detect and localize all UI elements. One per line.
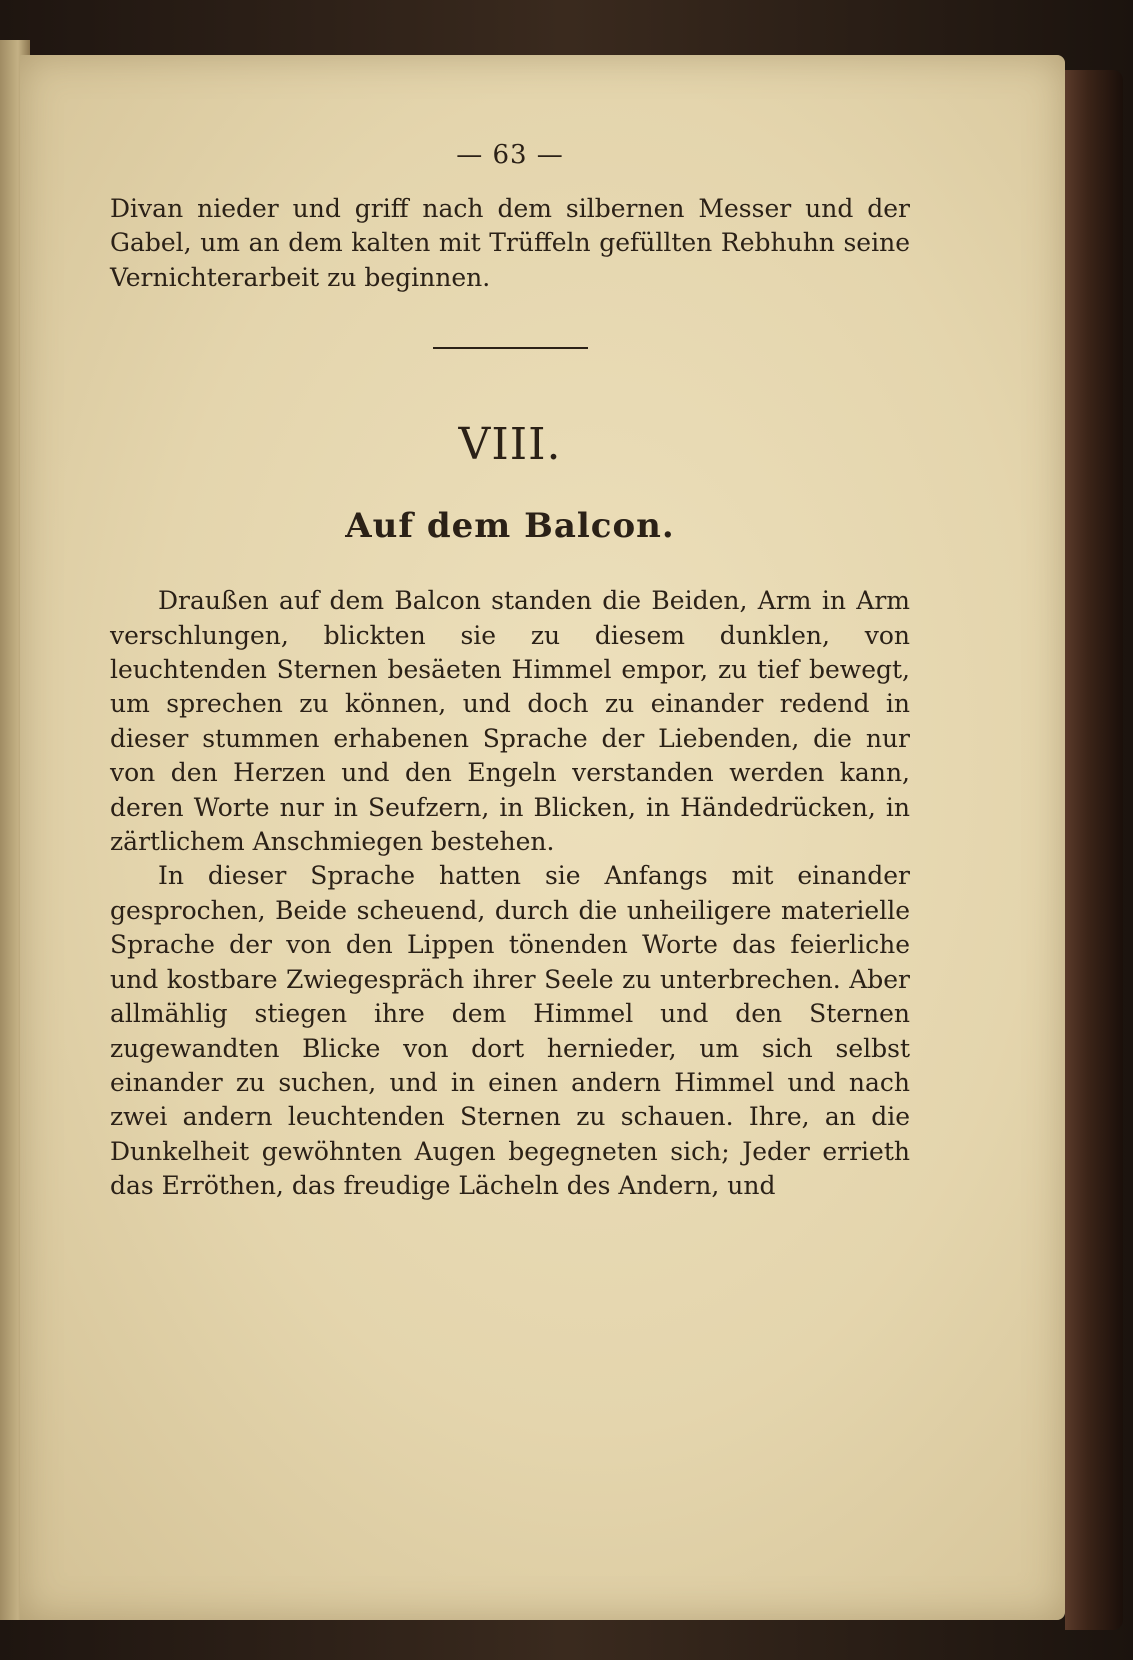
book-cover-edge bbox=[1065, 70, 1123, 1630]
body-paragraph: Draußen auf dem Balcon standen die Beiden, Arm in Arm verschlungen, blickten sie zu diesem dunklen, von leuchtenden Sternen besäeten Himmel empor, zu tief bewegt, um sprechen zu können, und doch zu einander redend in dieser stummen erhabenen Sprache der Liebenden, die nur von den Herzen und den Engeln verstanden werden kann, deren Worte nur in Seufzern, in Blicken, in Händedrücken, in zärtlichem Anschmiegen bestehen. bbox=[110, 586, 910, 857]
book-page bbox=[20, 55, 1065, 1620]
opening-paragraph: Divan nieder und griff nach dem silbernen Messer und der Gabel, um an dem kalten mit Trüffeln gefüllten Rebhuhn seine Vernichterarbeit zu beginnen. bbox=[110, 194, 910, 292]
body-paragraph: In dieser Sprache hatten sie Anfangs mit einander gesprochen, Beide scheuend, durch die unheiligere materielle Sprache der von den Lippen tönenden Worte das feierliche und kostbare Zwiegespräch ihrer Seele zu unterbrechen. Aber allmählig stiegen ihre dem Himmel und den Sternen zugewandten Blicke von dort hernieder, um sich selbst einander zu suchen, und in einen andern Himmel und nach zwei andern leuchtenden Sternen zu schauen. Ihre, an die Dunkelheit gewöhnten Augen begegneten sich; Jeder errieth das Erröthen, das freudige Lächeln des Andern, und bbox=[110, 861, 910, 1201]
chapter-number: VIII. bbox=[458, 419, 562, 471]
page-number: — 63 — bbox=[456, 140, 564, 170]
page-content bbox=[110, 140, 910, 1204]
section-divider bbox=[433, 347, 588, 349]
chapter-title: Auf dem Balcon. bbox=[345, 506, 675, 547]
